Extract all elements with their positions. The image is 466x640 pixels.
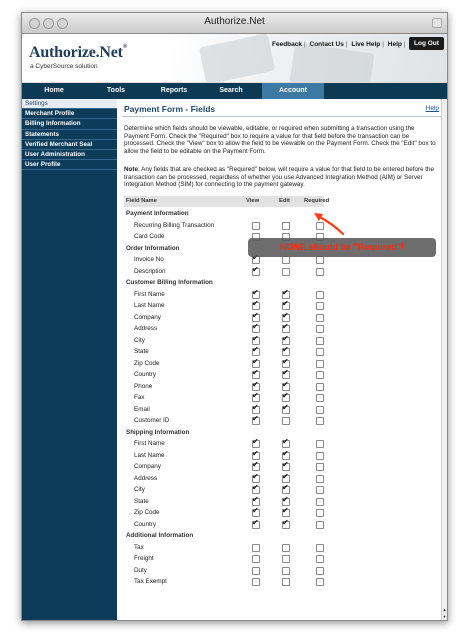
- view-checkbox[interactable]: [252, 337, 260, 345]
- table-row: [124, 553, 324, 565]
- view-checkbox[interactable]: [252, 486, 260, 494]
- column-required: Required: [304, 198, 330, 204]
- edit-checkbox[interactable]: [282, 256, 290, 264]
- edit-checkbox[interactable]: [282, 337, 290, 345]
- required-checkbox[interactable]: [316, 544, 324, 552]
- required-checkbox[interactable]: [316, 268, 324, 276]
- view-checkbox[interactable]: [252, 498, 260, 506]
- edit-checkbox[interactable]: [282, 555, 290, 563]
- main-nav: [22, 83, 447, 99]
- top-links: Feedback | Contact Us | Live Help | Help |: [272, 41, 406, 48]
- window-titlebar: [22, 13, 447, 34]
- required-checkbox[interactable]: [316, 348, 324, 356]
- table-row: [124, 381, 324, 393]
- edit-checkbox[interactable]: [282, 578, 290, 586]
- required-checkbox[interactable]: [316, 555, 324, 563]
- sidebar: [22, 99, 117, 620]
- field-label: Zip Code: [134, 359, 160, 367]
- view-checkbox[interactable]: [252, 291, 260, 299]
- sidebar-item-user-profile[interactable]: User Profile: [22, 160, 117, 170]
- sidebar-item-user-administration[interactable]: User Administration: [22, 150, 117, 160]
- field-label: Company: [134, 463, 161, 470]
- view-checkbox[interactable]: [252, 314, 260, 322]
- logout-button[interactable]: Log Out: [409, 37, 444, 50]
- required-checkbox[interactable]: [316, 567, 324, 575]
- required-checkbox[interactable]: [316, 509, 324, 517]
- table-row: [124, 484, 324, 496]
- table-row: [124, 450, 324, 462]
- table-row: [124, 300, 324, 312]
- required-checkbox[interactable]: [316, 371, 324, 379]
- view-checkbox[interactable]: [252, 544, 260, 552]
- view-checkbox[interactable]: [252, 452, 260, 460]
- section-label: Order Information: [126, 244, 180, 252]
- required-checkbox[interactable]: [316, 337, 324, 345]
- section-header-row: [124, 277, 324, 289]
- sidebar-item-statements[interactable]: Statements: [22, 130, 117, 140]
- required-checkbox[interactable]: [316, 486, 324, 494]
- page-title: Payment Form - Fields: [124, 104, 216, 114]
- main-content: [117, 99, 447, 620]
- section-label: Shipping Information: [126, 428, 190, 436]
- edit-checkbox[interactable]: [282, 314, 290, 322]
- page-scrollbar[interactable]: [441, 99, 447, 620]
- field-label: Last Name: [134, 451, 165, 459]
- note-text: [124, 166, 438, 189]
- field-label: Recurring Billing Transaction: [134, 221, 215, 229]
- edit-checkbox[interactable]: [282, 440, 290, 448]
- table-row: [124, 392, 324, 404]
- edit-checkbox[interactable]: [282, 475, 290, 483]
- browser-window: [21, 12, 448, 621]
- table-row: [124, 289, 324, 301]
- table-row: [124, 404, 324, 416]
- field-label: Country: [134, 371, 157, 378]
- nav-reports[interactable]: Reports: [160, 87, 188, 94]
- nav-home[interactable]: Home: [44, 87, 64, 94]
- sidebar-item-settings[interactable]: Settings: [22, 99, 117, 109]
- required-checkbox[interactable]: [316, 394, 324, 402]
- window-title: Authorize.Net: [204, 16, 265, 27]
- edit-checkbox[interactable]: [282, 498, 290, 506]
- title-divider: [122, 116, 442, 117]
- field-label: City: [134, 336, 145, 344]
- scroll-down-arrow-icon[interactable]: ▼: [442, 614, 447, 619]
- nav-tools[interactable]: Tools: [106, 87, 126, 94]
- required-checkbox[interactable]: [316, 498, 324, 506]
- edit-checkbox[interactable]: [282, 406, 290, 414]
- edit-checkbox[interactable]: [282, 268, 290, 276]
- sidebar-item-merchant-profile[interactable]: Merchant Profile: [22, 109, 117, 119]
- edit-checkbox[interactable]: [282, 417, 290, 425]
- edit-checkbox[interactable]: [282, 394, 290, 402]
- required-checkbox[interactable]: [316, 406, 324, 414]
- view-checkbox[interactable]: [252, 567, 260, 575]
- table-row: [124, 496, 324, 508]
- table-row: [124, 220, 324, 232]
- required-checkbox[interactable]: [316, 302, 324, 310]
- section-header-row: [124, 427, 324, 439]
- edit-checkbox[interactable]: [282, 360, 290, 368]
- field-label: Phone: [134, 382, 153, 390]
- required-checkbox[interactable]: [316, 325, 324, 333]
- table-row: [124, 507, 324, 519]
- section-label: Customer Billing Information: [126, 279, 213, 286]
- field-label: Description: [134, 267, 166, 275]
- required-checkbox[interactable]: [316, 452, 324, 460]
- toolbar-toggle-button[interactable]: [432, 18, 442, 28]
- field-label: State: [134, 497, 149, 505]
- edit-checkbox[interactable]: [282, 348, 290, 356]
- view-checkbox[interactable]: [252, 578, 260, 586]
- table-row: [124, 438, 324, 450]
- required-checkbox[interactable]: [316, 521, 324, 529]
- field-label: State: [134, 348, 149, 355]
- field-label: Company: [134, 313, 161, 321]
- required-checkbox[interactable]: [316, 256, 324, 264]
- section-label: Additional Information: [126, 532, 194, 539]
- table-row: [124, 415, 324, 427]
- edit-checkbox[interactable]: [282, 463, 290, 471]
- view-checkbox[interactable]: [252, 371, 260, 379]
- view-checkbox[interactable]: [252, 348, 260, 356]
- edit-checkbox[interactable]: [282, 509, 290, 517]
- view-checkbox[interactable]: [252, 555, 260, 563]
- site-header: [22, 34, 447, 83]
- field-label: Fax: [134, 394, 145, 401]
- edit-checkbox[interactable]: [282, 521, 290, 529]
- required-checkbox[interactable]: [316, 222, 324, 230]
- view-checkbox[interactable]: [252, 463, 260, 471]
- view-checkbox[interactable]: [252, 417, 260, 425]
- required-checkbox[interactable]: [316, 417, 324, 425]
- table-row: [124, 323, 324, 335]
- required-checkbox[interactable]: [316, 475, 324, 483]
- field-label: Zip Code: [134, 509, 160, 516]
- sidebar-item-billing-information[interactable]: Billing Information: [22, 119, 117, 129]
- brand-tagline: a CyberSource solution: [30, 63, 98, 70]
- required-checkbox[interactable]: [316, 291, 324, 299]
- live-help-link[interactable]: Live Help: [351, 41, 381, 48]
- view-checkbox[interactable]: [252, 256, 260, 264]
- field-label: Address: [134, 325, 158, 332]
- required-checkbox[interactable]: [316, 360, 324, 368]
- section-label: Payment Information: [126, 210, 189, 217]
- field-label: Country: [134, 520, 157, 528]
- contact-us-link[interactable]: Contact Us: [309, 41, 344, 48]
- edit-checkbox[interactable]: [282, 567, 290, 575]
- field-label: Address: [134, 474, 158, 482]
- table-row: [124, 576, 324, 588]
- required-checkbox[interactable]: [316, 463, 324, 471]
- table-row: [124, 565, 324, 577]
- column-view: View: [246, 198, 260, 204]
- view-checkbox[interactable]: [252, 302, 260, 310]
- view-checkbox[interactable]: [252, 521, 260, 529]
- edit-checkbox[interactable]: [282, 383, 290, 391]
- edit-checkbox[interactable]: [282, 452, 290, 460]
- field-label: Tax Exempt: [134, 578, 167, 585]
- edit-checkbox[interactable]: [282, 371, 290, 379]
- view-checkbox[interactable]: [252, 440, 260, 448]
- sidebar-item-verified-merchant-seal[interactable]: Verified Merchant Seal: [22, 140, 117, 150]
- brand-name: Authorize.Net: [29, 44, 123, 61]
- table-row: [124, 312, 324, 324]
- table-row: [124, 346, 324, 358]
- nav-search[interactable]: Search: [219, 87, 243, 94]
- required-checkbox[interactable]: [316, 383, 324, 391]
- table-row: [124, 542, 324, 554]
- view-checkbox[interactable]: [252, 475, 260, 483]
- help-link[interactable]: Help: [425, 105, 439, 112]
- field-label: First Name: [134, 290, 165, 298]
- note-body: : Any fields that are checked as "Required" below, will require a value for that field to be entered before the transaction can be processed, regardless of whether you use Advanced Integration Method (AIM) or Server Integration Method (SIM) for connecting to the payment gateway.: [124, 166, 435, 189]
- view-checkbox[interactable]: [252, 383, 260, 391]
- table-row: [124, 473, 324, 485]
- view-checkbox[interactable]: [252, 394, 260, 402]
- edit-checkbox[interactable]: [282, 302, 290, 310]
- column-field-name: Field Name: [126, 198, 157, 204]
- fields-table: [124, 208, 324, 588]
- scroll-up-arrow-icon[interactable]: ▲: [442, 607, 447, 612]
- view-checkbox[interactable]: [252, 268, 260, 276]
- brand-logo[interactable]: Authorize.Net®: [29, 44, 128, 61]
- intro-text: Determine which fields should be viewable, editable, or required when submitting a transaction using the Payment Form. Check the "Required" box to require a value for that field before the transaction can be processed. Check the "View" box to allow the field to be viewable on the Payment Form. Check the "Edit" box to allow the field to be editable on the Payment Form.: [124, 125, 436, 155]
- section-header-row: [124, 208, 324, 220]
- required-checkbox[interactable]: [316, 314, 324, 322]
- edit-checkbox[interactable]: [282, 325, 290, 333]
- field-label: First Name: [134, 440, 165, 447]
- view-checkbox[interactable]: [252, 360, 260, 368]
- table-row: [124, 519, 324, 531]
- table-row: [124, 461, 324, 473]
- feedback-link[interactable]: Feedback: [272, 41, 302, 48]
- help-top-link[interactable]: Help: [387, 41, 402, 48]
- field-label: Email: [134, 405, 150, 413]
- view-checkbox[interactable]: [252, 509, 260, 517]
- table-row: [124, 369, 324, 381]
- edit-checkbox[interactable]: [282, 486, 290, 494]
- view-checkbox[interactable]: [252, 222, 260, 230]
- field-label: Invoice No: [134, 256, 164, 263]
- required-checkbox[interactable]: [316, 440, 324, 448]
- annotation-callout: NONE should be "Required"!: [248, 238, 436, 257]
- table-row: [124, 266, 324, 278]
- edit-checkbox[interactable]: [282, 544, 290, 552]
- field-label: City: [134, 486, 145, 493]
- section-header-row: [124, 530, 324, 542]
- edit-checkbox[interactable]: [282, 222, 290, 230]
- view-checkbox[interactable]: [252, 406, 260, 414]
- field-label: Card Code: [134, 233, 165, 240]
- edit-checkbox[interactable]: [282, 291, 290, 299]
- required-checkbox[interactable]: [316, 578, 324, 586]
- field-label: Duty: [134, 566, 147, 574]
- note-label: Note: [124, 166, 138, 173]
- nav-account[interactable]: Account: [262, 83, 324, 99]
- field-label: Last Name: [134, 302, 165, 309]
- field-label: Tax: [134, 543, 144, 551]
- table-header: [124, 196, 330, 207]
- view-checkbox[interactable]: [252, 325, 260, 333]
- field-label: Freight: [134, 555, 154, 562]
- field-label: Customer ID: [134, 417, 170, 424]
- column-edit: Edit: [279, 198, 290, 204]
- table-row: [124, 358, 324, 370]
- table-row: [124, 335, 324, 347]
